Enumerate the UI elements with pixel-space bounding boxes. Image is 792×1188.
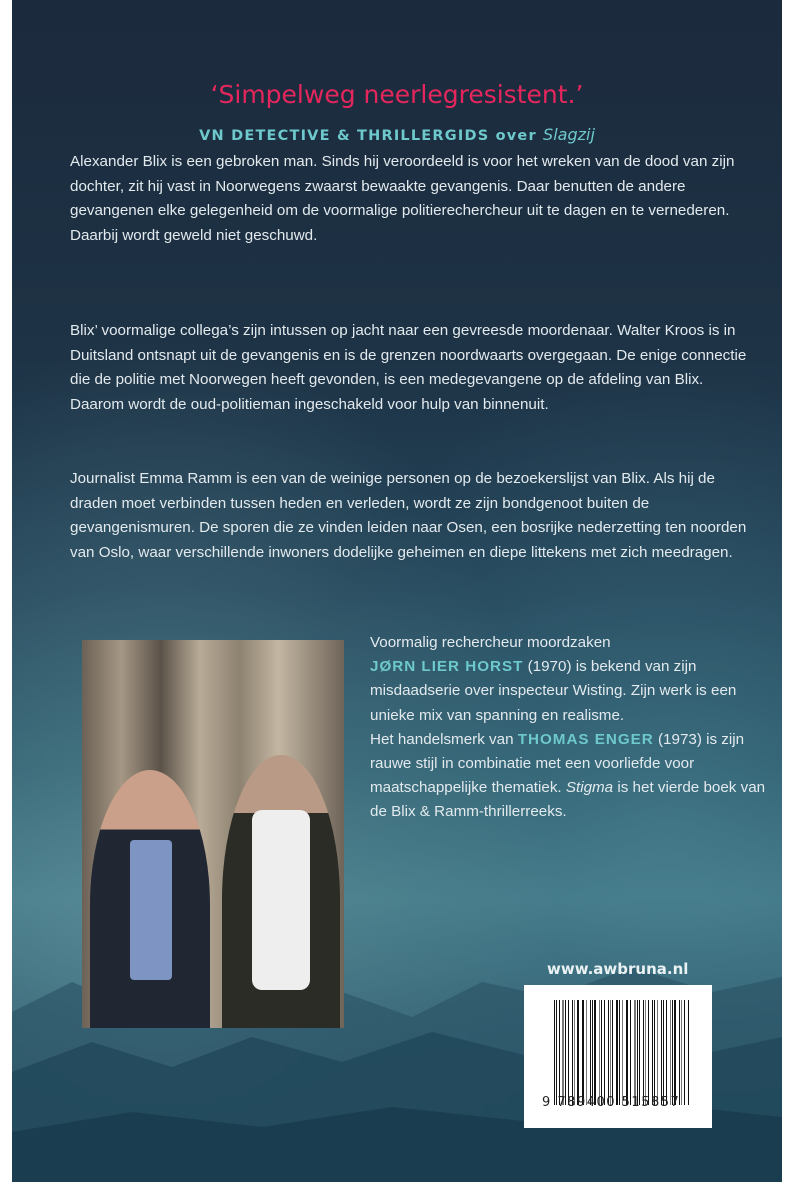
- barcode-bar: [556, 1000, 557, 1105]
- blurb-paragraph-3: [70, 467, 760, 565]
- barcode-bar: [594, 1000, 595, 1105]
- author-photo: [82, 640, 344, 1028]
- barcode-bar: [684, 1000, 685, 1105]
- quote-source-text: VN DETECTIVE & THRILLERGIDS over: [199, 128, 544, 144]
- barcode-bar: [679, 1000, 680, 1105]
- barcode-bar: [674, 1000, 676, 1105]
- bio-text: Voormalig rechercheur moordzaken: [370, 634, 611, 651]
- barcode-bar: [574, 1000, 575, 1105]
- author-figure-right-shirt: [252, 810, 310, 990]
- barcode-bar: [666, 1000, 667, 1105]
- barcode-bar: [637, 1000, 638, 1105]
- author-bio-1: [370, 631, 770, 728]
- author-bio: [370, 631, 770, 825]
- barcode-bar: [592, 1000, 593, 1105]
- barcode-bar: [630, 1000, 631, 1105]
- back-cover: [12, 0, 782, 1182]
- barcode-bar: [622, 1000, 623, 1105]
- barcode-bar: [582, 1000, 583, 1105]
- barcode-bar: [619, 1000, 620, 1105]
- barcode-bar: [601, 1000, 602, 1105]
- bio-text: (1973) is zijn rauwe stijl in combinatie met een voorliefde voor maatschappelijke thematiek.: [370, 730, 745, 797]
- barcode-bars: [554, 1000, 689, 1105]
- barcode-bar: [627, 1000, 628, 1105]
- barcode-bar: [616, 1000, 618, 1105]
- author-bio-2: [370, 728, 770, 825]
- book-title: Stigma: [565, 779, 614, 797]
- blurb-paragraph-2: [70, 319, 760, 417]
- bio-text: Het handelsmerk van: [370, 730, 518, 748]
- paragraph-text: Journalist Emma Ramm is een van de weinige personen op de bezoekerslijst van Blix. Als hij de draden moet verbinden tussen heden en verleden, wordt ze zijn bondgenoot buiten de gevangenismuren. De sporen die ze vinden leiden naar Osen, een bosrijke nederzetting ten noorden van Oslo, waar verschillende inwoners dodelijke geheimen en diepe littekens met zich meedragen.: [70, 470, 747, 561]
- barcode-bar: [554, 1000, 555, 1105]
- barcode-bar: [610, 1000, 611, 1105]
- barcode-bar: [657, 1000, 658, 1105]
- barcode-bar: [663, 1000, 664, 1105]
- blurb-paragraph-1: [70, 150, 760, 248]
- bio-text: is het vierde boek van de Blix & Ramm-thrillerreeks.: [370, 779, 766, 821]
- barcode-bar: [572, 1000, 573, 1105]
- barcode-bar: [559, 1000, 560, 1105]
- barcode-bar: [626, 1000, 627, 1105]
- author-name-enger: THOMAS ENGER: [517, 730, 654, 748]
- author-figure-left-shirt: [130, 840, 172, 980]
- barcode-bar: [583, 1000, 584, 1105]
- barcode-bar: [568, 1000, 569, 1105]
- barcode-bar: [612, 1000, 613, 1105]
- quote-source-title: Slagzij: [543, 125, 595, 144]
- barcode-bar: [681, 1000, 682, 1105]
- barcode-bar: [599, 1000, 601, 1105]
- bio-text: (1970) is bekend van zijn misdaadserie over inspecteur Wisting. Zijn werk is een unieke mix van spanning en realisme.: [370, 658, 737, 724]
- barcode-bar: [634, 1000, 636, 1105]
- barcode-bar: [586, 1000, 587, 1105]
- isbn-number: 9 789400 515857: [542, 1095, 681, 1110]
- barcode-bar: [565, 1000, 566, 1105]
- barcode-bar: [645, 1000, 646, 1105]
- barcode-bar: [654, 1000, 656, 1105]
- barcode-bar: [643, 1000, 644, 1105]
- barcode-bar: [688, 1000, 689, 1105]
- barcode: [524, 985, 712, 1128]
- paragraph-text: Alexander Blix is een gebroken man. Sinds hij veroordeeld is voor het wreken van de dood van zijn dochter, zit hij vast in Noorwegens zwaarst bewaakte gevangenis. Daar benutten de andere gevangenen elke gelegenheid om de voormalige politierechercheur uit te dagen en te vernederen. Daarbij wordt geweld niet geschuwd.: [70, 153, 735, 244]
- barcode-bar: [608, 1000, 609, 1105]
- author-name-horst: JØRN LIER HORST: [370, 658, 524, 676]
- barcode-bar: [639, 1000, 640, 1105]
- barcode-bar: [577, 1000, 579, 1105]
- barcode-bar: [661, 1000, 662, 1105]
- paragraph-text: Blix’ voormalige collega’s zijn intussen op jacht naar een gevreesde moordenaar. Walter Kroos is in Duitsland ontsnapt uit de gevangenis en is de grenzen noordwaarts overgegaan. De enige connectie die de politie met Noorwegen heeft gevonden, is een medegevangene op de afdeling van Blix. Daarom wordt de oud-politieman ingeschakeld voor hulp van binnenuit.: [70, 322, 747, 413]
- barcode-bar: [604, 1000, 605, 1105]
- barcode-bar: [648, 1000, 649, 1105]
- barcode-bar: [672, 1000, 673, 1105]
- barcode-bar: [590, 1000, 591, 1105]
- review-quote: ‘Simpelweg neerlegresistent.’: [210, 80, 584, 109]
- barcode-bar: [670, 1000, 671, 1105]
- barcode-bar: [652, 1000, 653, 1105]
- quote-source: [12, 125, 782, 144]
- publisher-website[interactable]: www.awbruna.nl: [547, 960, 689, 978]
- barcode-bar: [562, 1000, 564, 1105]
